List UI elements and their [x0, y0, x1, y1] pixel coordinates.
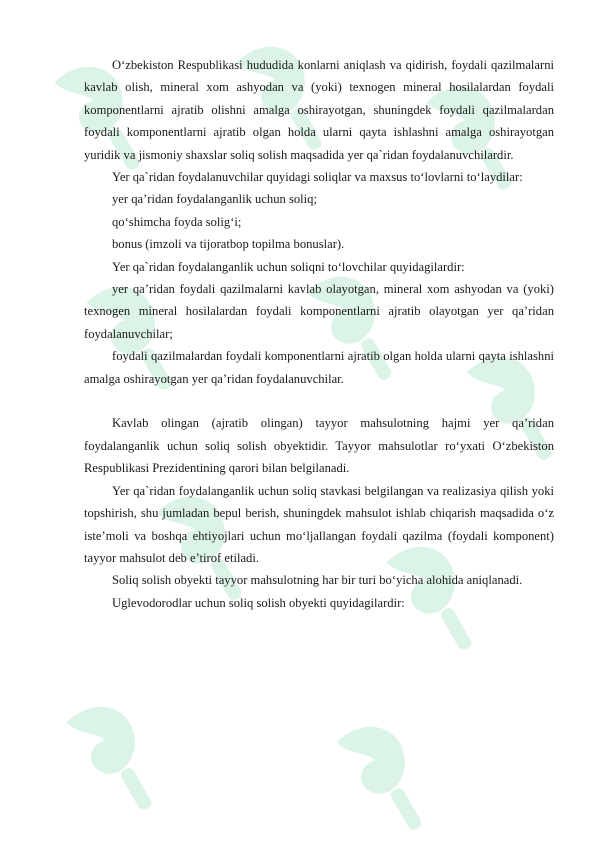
blank-line	[84, 390, 554, 412]
paragraph-taxes-intro: Yer qa`ridan foydalanuvchilar quyidagi soliqlar va maxsus to‘lovlarni to‘laydilar:	[112, 170, 523, 185]
paragraph-taxpayers-intro: Yer qa`ridan foydalanganlik uchun soliqni to‘lovchilar quyidagilardir:	[112, 259, 465, 274]
watermark-logo-icon	[60, 680, 180, 830]
list-item-bonus: bonus (imzoli va tijoratbop topilma bonuslar).	[112, 237, 345, 252]
watermark-logo-icon	[330, 700, 450, 842]
paragraph-hydrocarbons-intro: Uglevodorodlar uchun soliq solish obyekti quyidagilardir:	[112, 595, 405, 610]
paragraph-taxation-object: Kavlab olingan (ajratib olingan) tayyor mahsulotning hajmi yer qa’ridan foydalanganlik uchun soliq solish obyektidir. Tayyor mahsulotlar ro‘yxati O‘zbekiston Respublikasi Prezidentining qarori bilan belgilanadi.	[84, 416, 554, 476]
paragraph-object-per-product: Soliq solish obyekti tayyor mahsulotning har bir turi bo‘yicha alohida aniqlanadi.	[112, 573, 523, 588]
list-item-taxpayer-extractors: yer qa’ridan foydali qazilmalarni kavlab olayotgan, mineral xom ashyodan va (yoki) texnogen mineral hosilalardan foydali komponentlarni ajratib olayotgan yer qa’ridan foydalanuvchilar;	[84, 282, 554, 341]
list-item-excess-profit-tax: qo‘shimcha foyda solig‘i;	[112, 214, 242, 229]
paragraph-subsoil-users-definition: O‘zbekiston Respublikasi hududida konlarni aniqlash va qidirish, foydali qazilmalarni kavlab olish, mineral xom ashyodan va (yoki) texnogen mineral hosilalardan foydali komponentlarni ajratib olishni amalga oshirayotgan, shuningdek foydali qazilmalardan foydali komponentlarni ajratib olgan holda ularni qayta ishlashni amalga oshirayotgan yuridik va jismoniy shaxslar soliq solish maqsadida yer qa`ridan foydalanuvchilardir.	[84, 58, 554, 162]
list-item-subsoil-tax: yer qa’ridan foydalanganlik uchun soliq;	[112, 192, 317, 207]
paragraph-finished-product: Yer qa`ridan foydalanganlik uchun soliq stavkasi belgilangan va realizasiya qilish yoki topshirish, shu jumladan bepul berish, shuningdek mahsulot ishlab chiqarish maqsadida o‘z iste’moli va boshqa ehtiyojlari uchun mo‘ljallangan foydali qazilma (foydali komponent) tayyor mahsulot deb e’tirof etiladi.	[84, 483, 554, 565]
list-item-taxpayer-processors: foydali qazilmalardan foydali komponentlarni ajratib olgan holda ularni qayta ishlashni amalga oshirayotgan yer qa’ridan foydalanuvchilar.	[84, 349, 554, 386]
document-body	[84, 54, 554, 614]
